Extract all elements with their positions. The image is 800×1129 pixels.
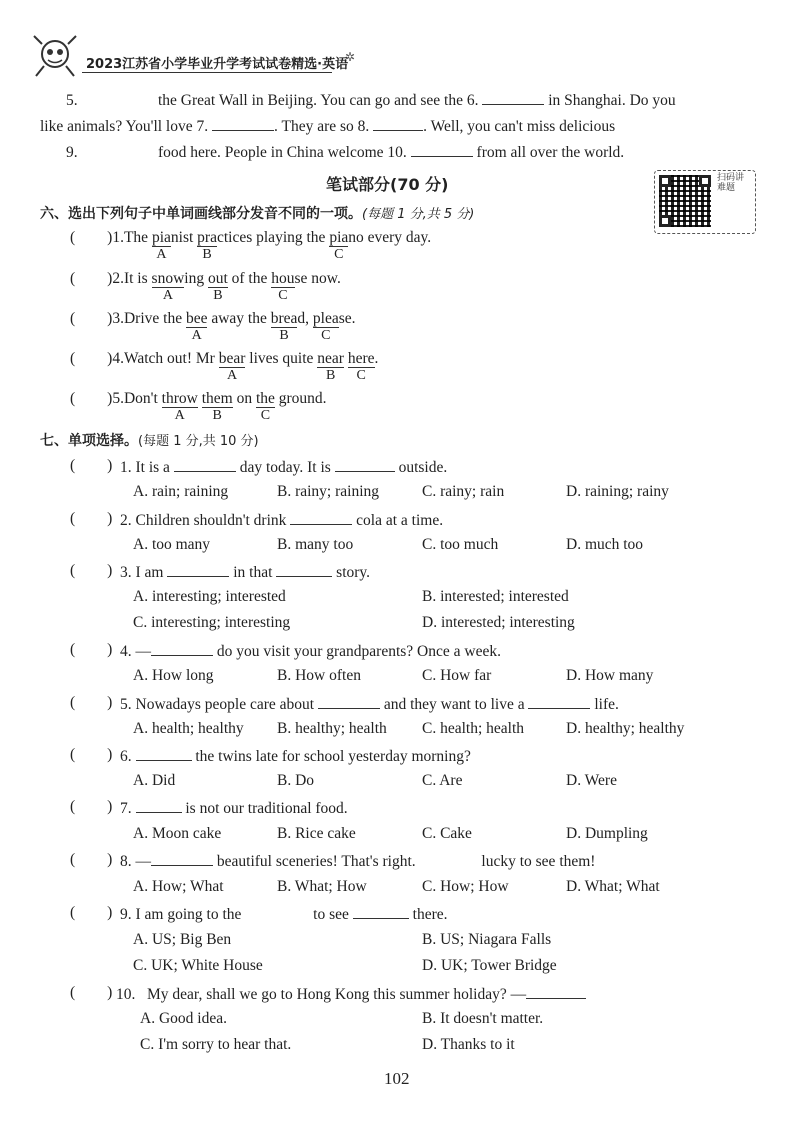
option-letter: A — [226, 368, 238, 383]
option-letter: B — [213, 288, 223, 303]
sentence-text: ctices playing the — [216, 229, 330, 246]
q6-option-c[interactable]: C. Are — [422, 772, 463, 789]
q10-option-b[interactable]: B. It doesn't matter. — [422, 1010, 544, 1027]
q6-option-a[interactable]: A. Did — [133, 772, 176, 789]
underlined-part-a: pia A — [151, 229, 171, 262]
item-number: 4. — [112, 350, 124, 367]
q10-stem: 10. My dear, shall we go to Hong Kong this summer holiday? — — [116, 984, 586, 1004]
q8-option-b[interactable]: B. What; How — [277, 878, 367, 895]
sentence-text: . — [374, 350, 379, 367]
star-icon: ✲ — [345, 50, 356, 64]
passage-line-1: 5. the Great Wall in Beijing. You can go and see the 6. in Shanghai. Do you — [66, 92, 676, 109]
answer-paren[interactable]: ( ) — [70, 350, 113, 367]
qr-code-icon — [659, 175, 711, 227]
q5-option-d[interactable]: D. healthy; healthy — [566, 720, 685, 737]
option-letter: A — [156, 247, 167, 262]
section6-item-3 — [70, 310, 356, 343]
section6-title: 六、选出下列句子中单词画线部分发音不同的一项。(每题 1 分,共 5 分) — [40, 206, 475, 222]
q3-option-b[interactable]: B. interested; interested — [422, 588, 569, 605]
q9-option-d[interactable]: D. UK; Tower Bridge — [422, 957, 557, 974]
q10-paren[interactable]: ( ) — [70, 984, 113, 1001]
q1-stem: 1. It is a day today. It is outside. — [120, 459, 448, 476]
underlined-part-c: plea C — [312, 310, 339, 343]
option-letter: C — [260, 408, 271, 423]
q6-option-b[interactable]: B. Do — [277, 772, 315, 789]
q2-option-b[interactable]: B. many too — [277, 536, 354, 553]
q10-option-d[interactable]: D. Thanks to it — [422, 1036, 515, 1053]
q9-stem: 9. I am going to the to see there. — [120, 906, 448, 923]
sentence-text: lives quite — [245, 350, 318, 367]
sentence-text: se now. — [294, 270, 341, 287]
item-number: 1. — [112, 229, 124, 246]
option-letter: C — [334, 247, 344, 262]
sentence-text: The — [123, 229, 152, 246]
q2-option-c[interactable]: C. too much — [422, 536, 499, 553]
sentence-text: Drive the — [123, 310, 186, 327]
q5-paren[interactable]: ( ) — [70, 694, 113, 711]
sentence-text: nist — [170, 229, 198, 246]
q2-paren[interactable]: ( ) — [70, 510, 113, 527]
underlined-part-b: them B — [201, 390, 233, 423]
sentence-text: d, — [297, 310, 313, 327]
sentence-text: It is — [123, 270, 152, 287]
underlined-part-a: snow A — [151, 270, 185, 303]
option-letter: B — [325, 368, 336, 383]
q4-option-a[interactable]: A. How long — [133, 667, 214, 684]
q9-option-c[interactable]: C. UK; White House — [133, 957, 263, 974]
underlined-part-b: pra B — [197, 229, 217, 262]
q7-option-b[interactable]: B. Rice cake — [277, 825, 356, 842]
section6-item-4 — [70, 350, 379, 383]
written-section-title: 笔试部分(70 分) — [326, 175, 449, 194]
underlined-part-a: bear A — [218, 350, 246, 383]
option-letter: A — [162, 288, 173, 303]
q7-paren[interactable]: ( ) — [70, 798, 113, 815]
qr-label: 扫码讲难题 — [717, 173, 745, 193]
q7-option-a[interactable]: A. Moon cake — [133, 825, 222, 842]
underlined-part-a: bee A — [185, 310, 208, 343]
item-number: 2. — [112, 270, 124, 287]
passage-line-3: 9. food here. People in China welcome 10. from all over the world. — [66, 144, 625, 161]
option-letter: A — [191, 328, 202, 343]
answer-paren[interactable]: ( ) — [70, 390, 113, 407]
q7-option-d[interactable]: D. Dumpling — [566, 825, 648, 842]
sentence-text: se. — [338, 310, 356, 327]
sentence-text: on — [232, 390, 256, 407]
q6-stem: 6. the twins late for school yesterday morning? — [120, 748, 471, 765]
q2-option-d[interactable]: D. much too — [566, 536, 644, 553]
q4-option-b[interactable]: B. How often — [277, 667, 361, 684]
q4-stem: 4. — do you visit your grandparents? Once a week. — [120, 643, 501, 660]
underlined-part-c: here C — [347, 350, 375, 383]
option-letter: B — [212, 408, 222, 423]
q3-paren[interactable]: ( ) — [70, 562, 113, 579]
q7-option-c[interactable]: C. Cake — [422, 825, 472, 842]
q9-option-a[interactable]: A. US; Big Ben — [133, 931, 232, 948]
q2-option-a[interactable]: A. too many — [133, 536, 211, 553]
underlined-part-a: throw A — [161, 390, 198, 423]
sentence-text: ing — [184, 270, 208, 287]
q7-stem: 7. is not our traditional food. — [120, 800, 348, 817]
q9-option-b[interactable]: B. US; Niagara Falls — [422, 931, 552, 948]
qr-code-box[interactable] — [654, 170, 756, 234]
section6-item-1 — [70, 229, 432, 262]
q8-option-c[interactable]: C. How; How — [422, 878, 509, 895]
q8-option-a[interactable]: A. How; What — [133, 878, 224, 895]
q3-option-d[interactable]: D. interested; interesting — [422, 614, 575, 631]
q5-option-a[interactable]: A. health; healthy — [133, 720, 244, 737]
underlined-part-c: pia C — [329, 229, 349, 262]
q6-option-d[interactable]: D. Were — [566, 772, 617, 789]
q1-option-b[interactable]: B. rainy; raining — [277, 483, 380, 500]
section7-title: 七、单项选择。(每题 1 分,共 10 分) — [40, 433, 259, 449]
option-letter: A — [174, 408, 185, 423]
option-letter: C — [356, 368, 366, 383]
sentence-text: of the — [227, 270, 272, 287]
q10-option-a[interactable]: A. Good idea. — [140, 1010, 227, 1027]
answer-paren[interactable]: ( ) — [70, 310, 113, 327]
q3-option-c[interactable]: C. interesting; interesting — [133, 614, 291, 631]
q3-stem: 3. I am in that story. — [120, 564, 371, 581]
q8-stem: 8. — beautiful sceneries! That's right. lucky to see them! — [120, 853, 596, 870]
underlined-part-c: hou C — [271, 270, 295, 303]
q10-option-c[interactable]: C. I'm sorry to hear that. — [140, 1036, 292, 1053]
item-number: 3. — [112, 310, 124, 327]
page-number: 102 — [384, 1069, 410, 1088]
section6-item-5 — [70, 390, 327, 423]
passage-line-2: like animals? You'll love 7. . They are so 8. . Well, you can't miss delicious — [40, 118, 616, 135]
q3-option-a[interactable]: A. interesting; interested — [133, 588, 286, 605]
q9-paren[interactable]: ( ) — [70, 904, 113, 921]
underlined-part-b: brea B — [270, 310, 298, 343]
option-letter: B — [279, 328, 289, 343]
answer-paren[interactable]: ( ) — [70, 229, 113, 246]
sentence-text: Don't — [123, 390, 162, 407]
q6-paren[interactable]: ( ) — [70, 746, 113, 763]
q4-paren[interactable]: ( ) — [70, 641, 113, 658]
sentence-text: ground. — [274, 390, 327, 407]
q8-option-d[interactable]: D. What; What — [566, 878, 660, 895]
q4-option-c[interactable]: C. How far — [422, 667, 492, 684]
option-letter: C — [321, 328, 331, 343]
underlined-part-b: out B — [207, 270, 228, 303]
item-number: 5. — [112, 390, 124, 407]
q1-option-a[interactable]: A. rain; raining — [133, 483, 229, 500]
sentence-text: Watch out! Mr — [123, 350, 219, 367]
underlined-part-b: near B — [317, 350, 344, 383]
mascot-logo-icon — [28, 34, 80, 80]
header-rule — [82, 72, 332, 73]
option-letter: B — [202, 247, 212, 262]
option-letter: C — [278, 288, 288, 303]
sentence-text: no every day. — [348, 229, 432, 246]
header-title: 2023江苏省小学毕业升学考试试卷精选·英语 — [86, 57, 349, 72]
answer-paren[interactable]: ( ) — [70, 270, 113, 287]
sentence-text: away the — [207, 310, 271, 327]
q5-option-c[interactable]: C. health; health — [422, 720, 525, 737]
q1-option-c[interactable]: C. rainy; rain — [422, 483, 505, 500]
q5-option-b[interactable]: B. healthy; health — [277, 720, 387, 737]
q2-stem: 2. Children shouldn't drink cola at a time. — [120, 512, 444, 529]
q1-paren[interactable]: ( ) — [70, 457, 113, 474]
section6-item-2 — [70, 270, 341, 303]
q5-stem: 5. Nowadays people care about and they want to live a life. — [120, 696, 619, 713]
q1-option-d[interactable]: D. raining; rainy — [566, 483, 669, 500]
q4-option-d[interactable]: D. How many — [566, 667, 654, 684]
underlined-part-c: the C — [255, 390, 275, 423]
q8-paren[interactable]: ( ) — [70, 851, 113, 868]
